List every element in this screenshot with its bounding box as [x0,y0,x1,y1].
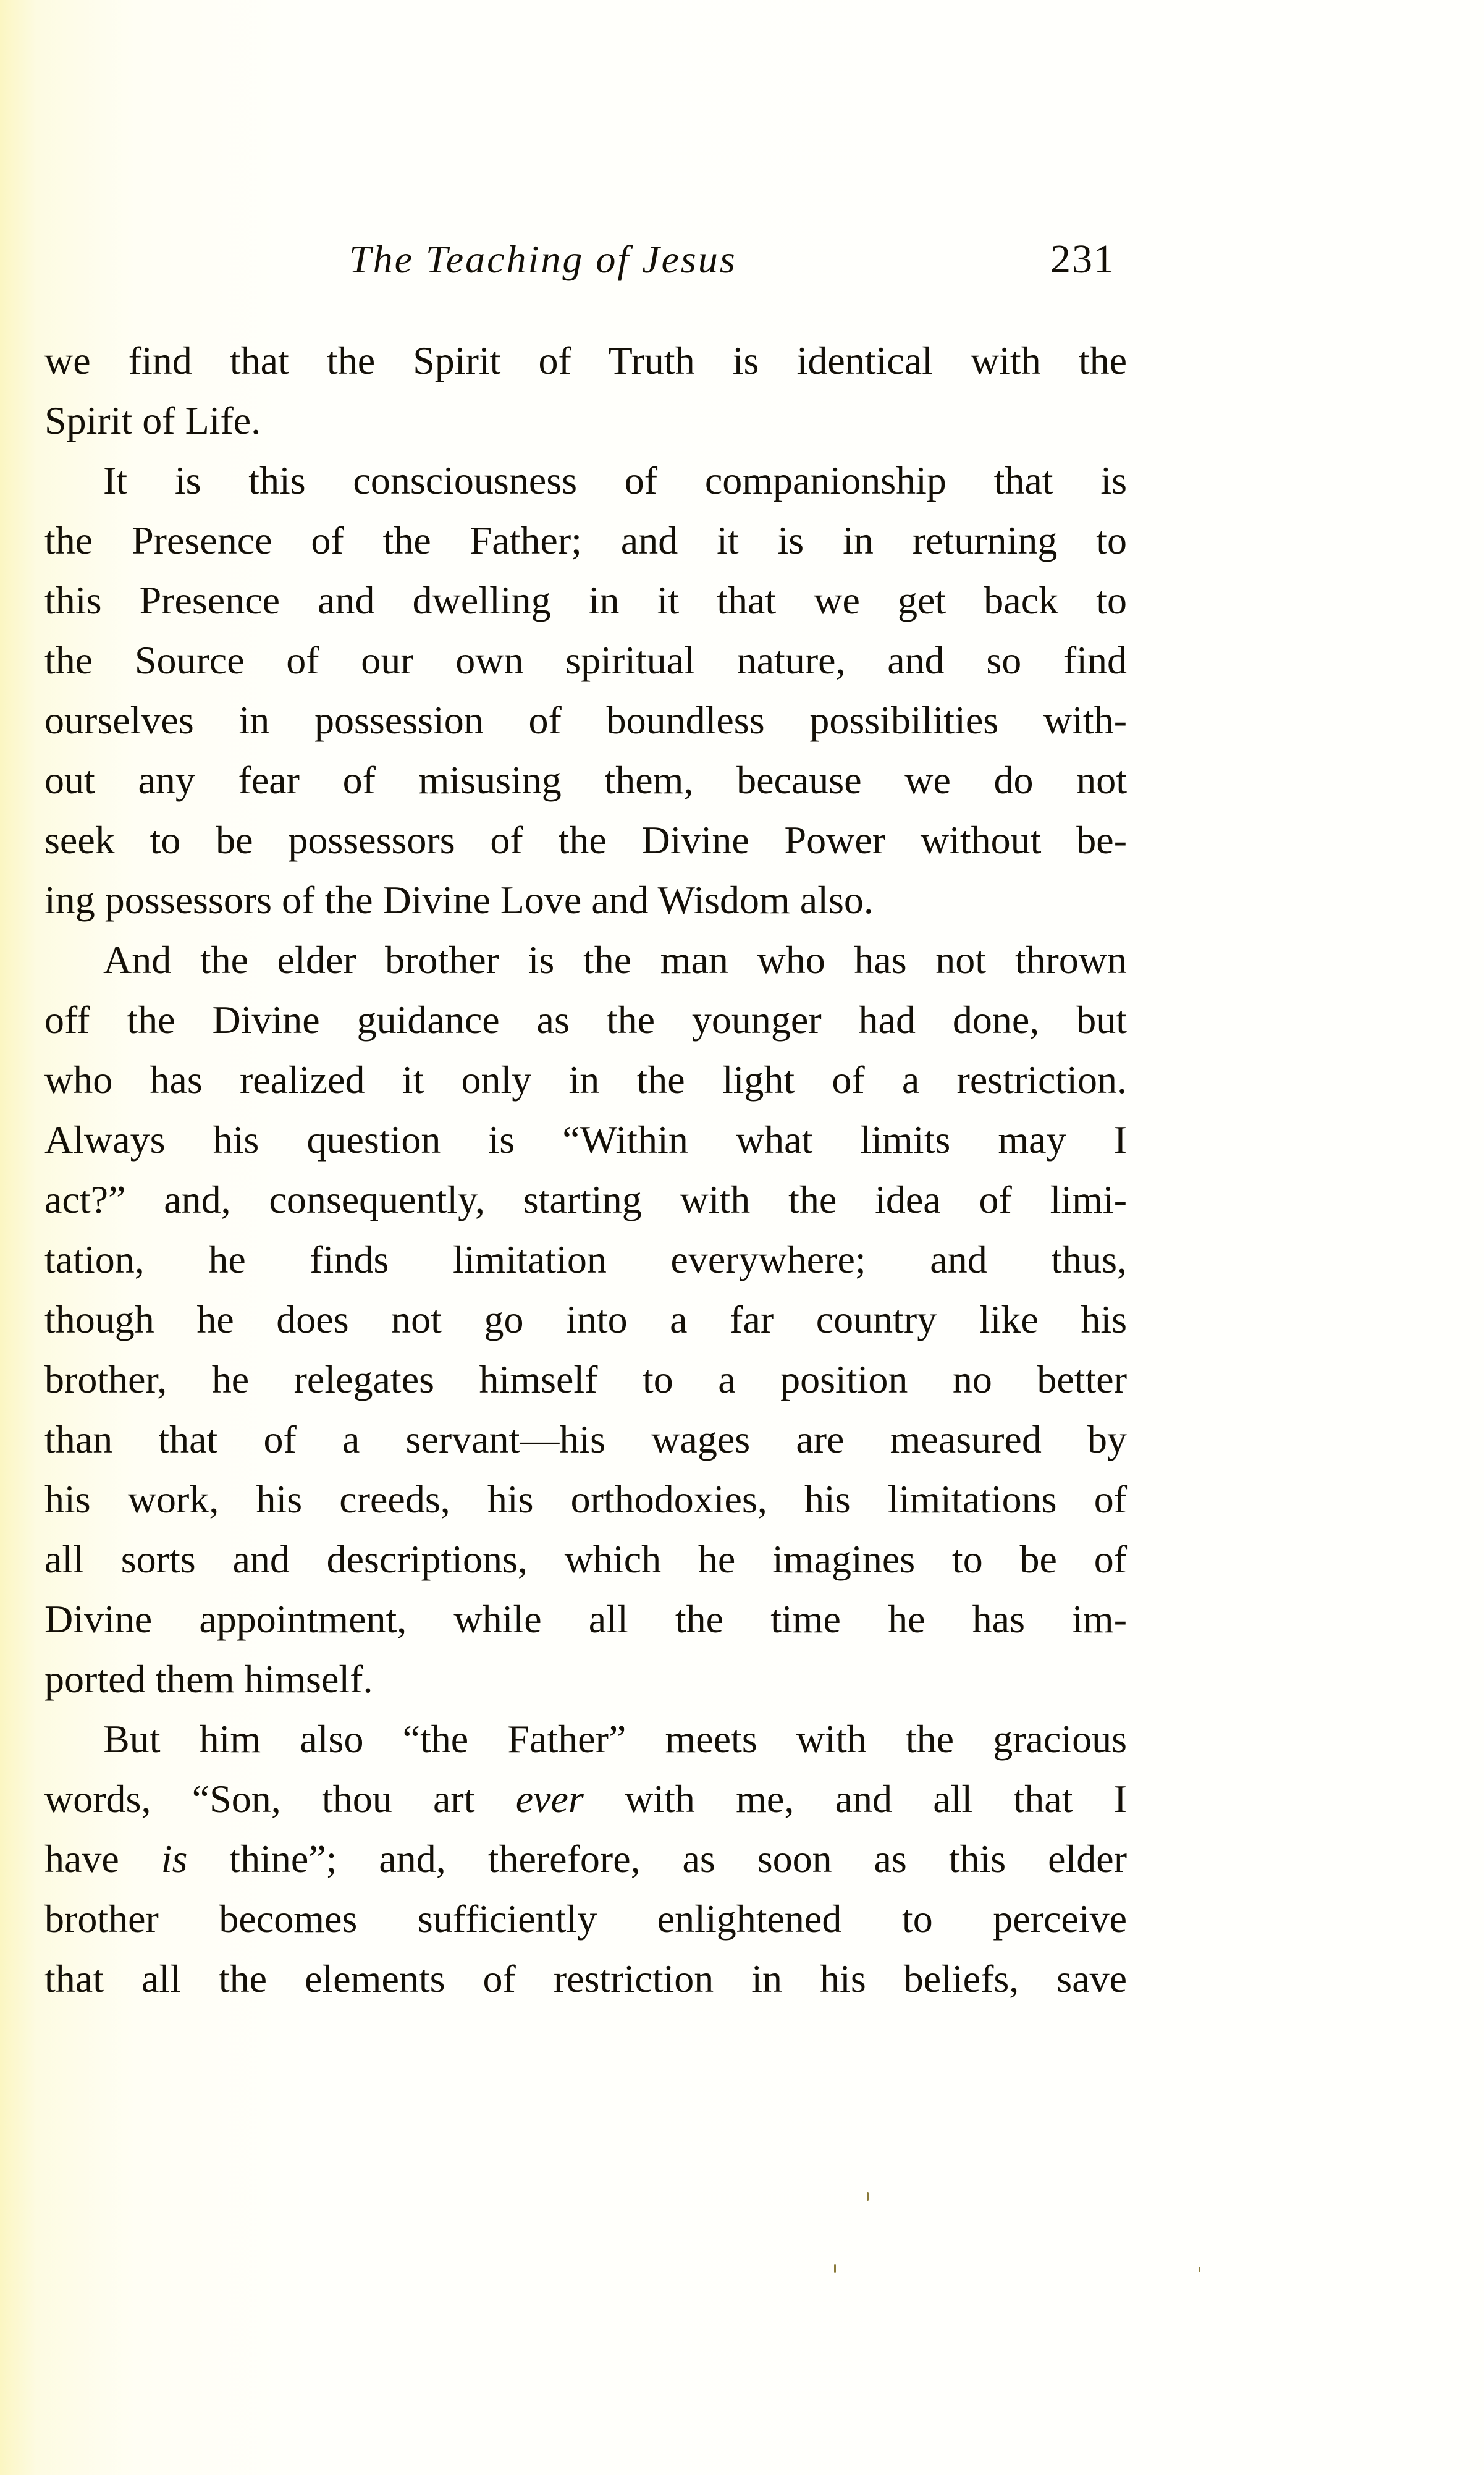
paragraph [44,930,1127,1709]
text-line: all sorts and descriptions, which he imagines to be of [44,1537,1127,1581]
text-line: brother, he relegates himself to a position no better [44,1357,1127,1401]
text-line: ing possessors of the Divine Love and Wisdom also. [44,878,874,922]
running-title: The Teaching of Jesus [349,237,737,281]
text-line: Always his question is “Within what limits may I [44,1118,1127,1162]
text-line: But him also “the Father” meets with the gracious [103,1717,1127,1761]
italic-emphasis: is [161,1837,188,1881]
paragraph [44,450,1127,930]
text-line: words, “Son, thou art ever with me, and all that I [44,1777,1128,1821]
text-line: tation, he finds limitation everywhere; and thus, [44,1238,1127,1281]
paragraph [44,331,1127,450]
text-line: seek to be possessors of the Divine Power without be- [44,818,1127,862]
paper-speck [834,2264,836,2273]
page-number: 231 [1050,237,1115,282]
text-line: the Source of our own spiritual nature, and so find [44,638,1127,682]
text-line: though he does not go into a far country like his [44,1297,1127,1341]
paragraph [44,1709,1127,2009]
text-line: have is thine”; and, therefore, as soon as this elder [44,1837,1128,1881]
text-line: brother becomes sufficiently enlightened to perceive [44,1897,1127,1941]
text-line: It is this consciousness of companionship that is [103,458,1127,502]
text-line: we find that the Spirit of Truth is identical with the [44,339,1127,382]
text-line: Divine appointment, while all the time he has im- [44,1597,1127,1641]
text-line: this Presence and dwelling in it that we get back to [44,578,1127,622]
text-line: off the Divine guidance as the younger had done, but [44,998,1127,1042]
text-line: that all the elements of restriction in his beliefs, save [44,1957,1127,2001]
running-head [0,229,1484,290]
text-line: ported them himself. [44,1657,373,1701]
text-line: And the elder brother is the man who has not thrown [103,938,1127,982]
paper-speck [867,2192,869,2201]
paper-speck [1199,2267,1200,2272]
italic-emphasis: ever [515,1777,584,1821]
text-line: his work, his creeds, his orthodoxies, his limitations of [44,1477,1127,1521]
text-line: ourselves in possession of boundless possibilities with- [44,698,1127,742]
body-text [44,331,1127,2009]
text-line: act?” and, consequently, starting with the idea of limi- [44,1178,1127,1221]
text-line: the Presence of the Father; and it is in returning to [44,518,1127,562]
text-line: Spirit of Life. [44,398,261,442]
text-line: who has realized it only in the light of a restriction. [44,1058,1127,1102]
text-line: out any fear of misusing them, because we do not [44,758,1127,802]
text-line: than that of a servant—his wages are measured by [44,1417,1127,1461]
